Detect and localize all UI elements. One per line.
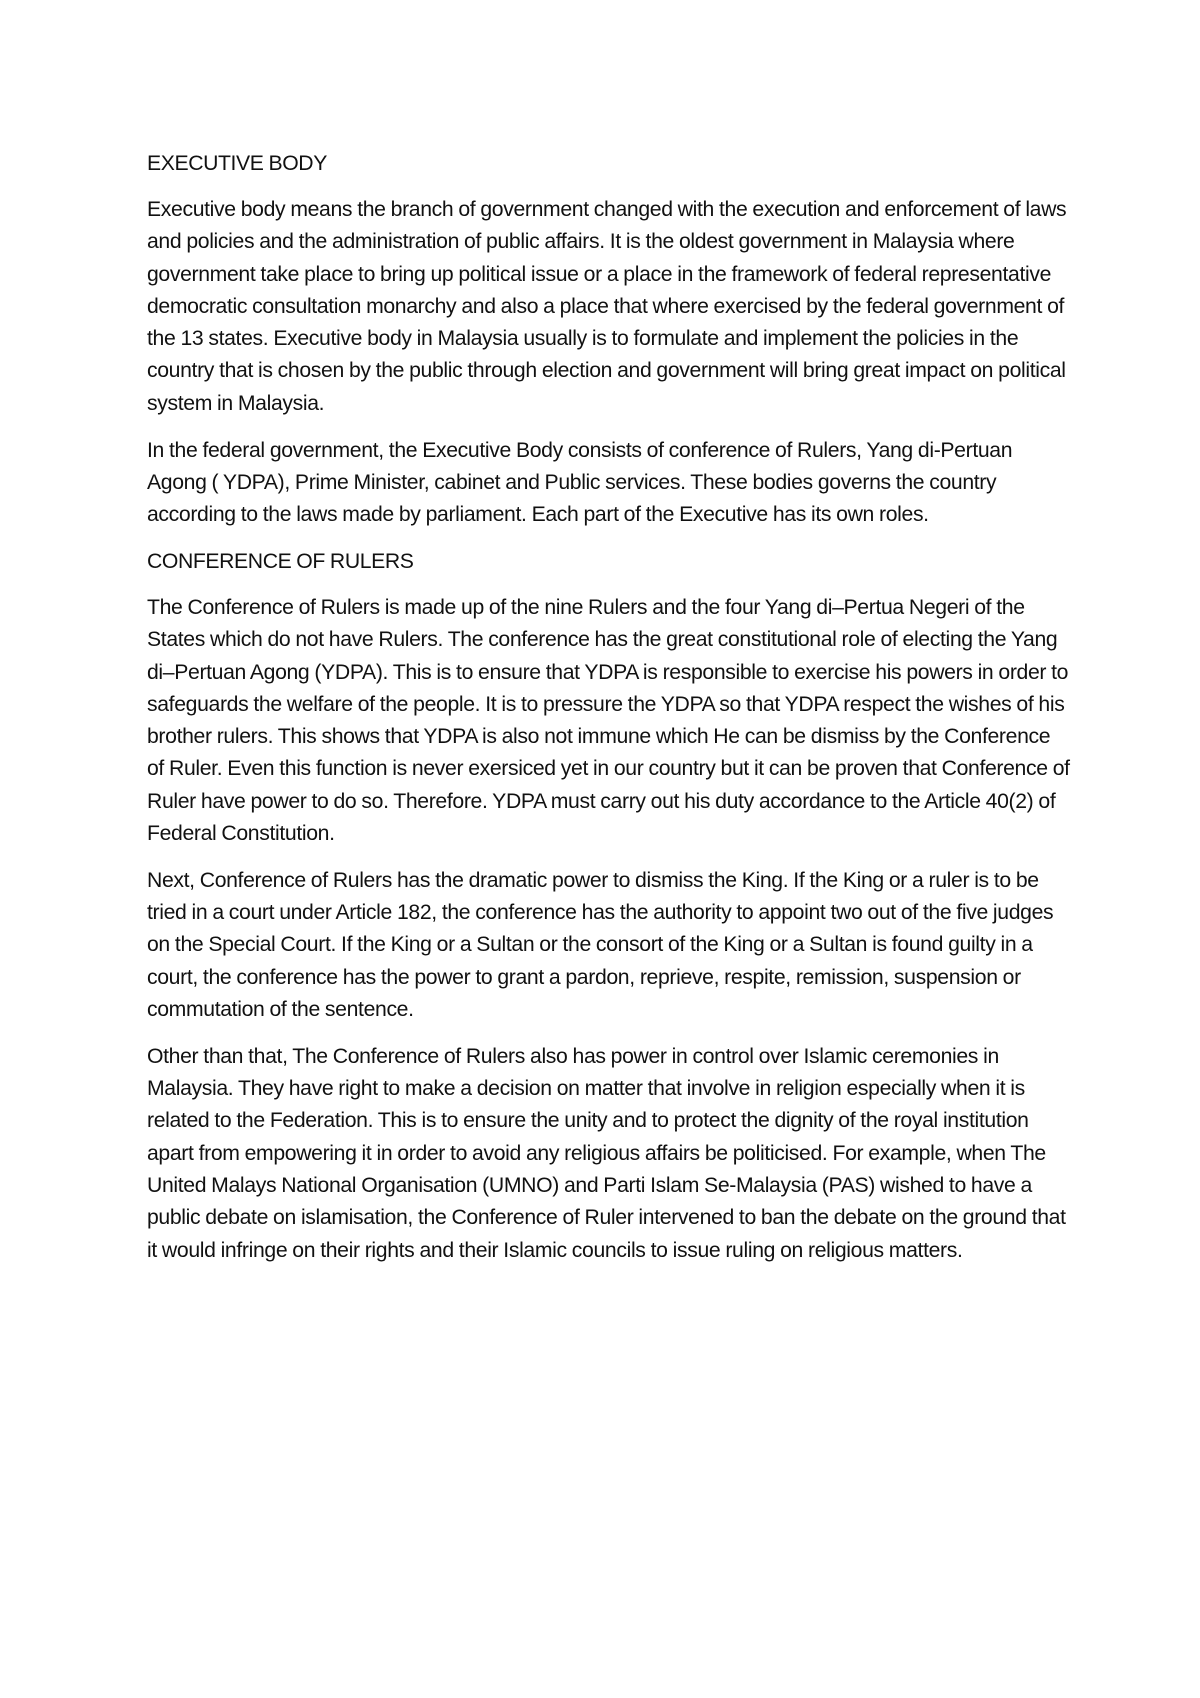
paragraph: Next, Conference of Rulers has the dramatic power to dismiss the King. If the King or a ruler is to be tried in a court under Article 182, the conference has the authority to appoint two out of the five judges on the Special Court. If the King or a Sultan or the consort of the King or a Sultan is found guilty in a court, the conference has the power to grant a pardon, reprieve, respite, remission, suspension or commutation of the sentence. [147,868,1054,1022]
section-heading-conference-of-rulers: CONFERENCE OF RULERS [147,549,414,573]
document-content [147,148,1072,1281]
paragraph: Executive body means the branch of government changed with the execution and enforcement of laws and policies and the administration of public affairs. It is the oldest government in Malaysia where government take place to bring up political issue or a place in the framework of federal representative democratic consultation monarchy and also a place that where exercised by the federal government of the 13 states. Executive body in Malaysia usually is to formulate and implement the policies in the country that is chosen by the public through election and government will bring great impact on political system in Malaysia. [147,198,1067,415]
paragraph: The Conference of Rulers is made up of the nine Rulers and the four Yang di–Pertua Negeri of the States which do not have Rulers. The conference has the great constitutional role of electing the Yang di–Pertuan Agong (YDPA). This is to ensure that YDPA is responsible to exercise his powers in order to safeguards the welfare of the people. It is to pressure the YDPA so that YDPA respect the wishes of his brother rulers. This shows that YDPA is also not immune which He can be dismiss by the Conference of Ruler. Even this function is never exersiced yet in our country but it can be proven that Conference of Ruler have power to do so. Therefore. YDPA must carry out his duty accordance to the Article 40(2) of Federal Constitution. [147,595,1070,846]
section-heading-executive-body: EXECUTIVE BODY [147,152,327,175]
paragraph: In the federal government, the Executive Body consists of conference of Rulers, Yang di-Pertuan Agong ( YDPA), Prime Minister, cabinet and Public services. These bodies governs the country according to the laws made by parliament. Each part of the Executive has its own roles. [147,438,1013,527]
paragraph: Other than that, The Conference of Rulers also has power in control over Islamic ceremonies in Malaysia. They have right to make a decision on matter that involve in religion especially when it is related to the Federation. This is to ensure the unity and to protect the dignity of the royal institution apart from empowering it in order to avoid any religious affairs be politicised. For example, when The United Malays National Organisation (UMNO) and Parti Islam Se-Malaysia (PAS) wished to have a public debate on islamisation, the Conference of Ruler intervened to ban the debate on the ground that it would infringe on their rights and their Islamic councils to issue ruling on religious matters. [147,1044,1066,1262]
